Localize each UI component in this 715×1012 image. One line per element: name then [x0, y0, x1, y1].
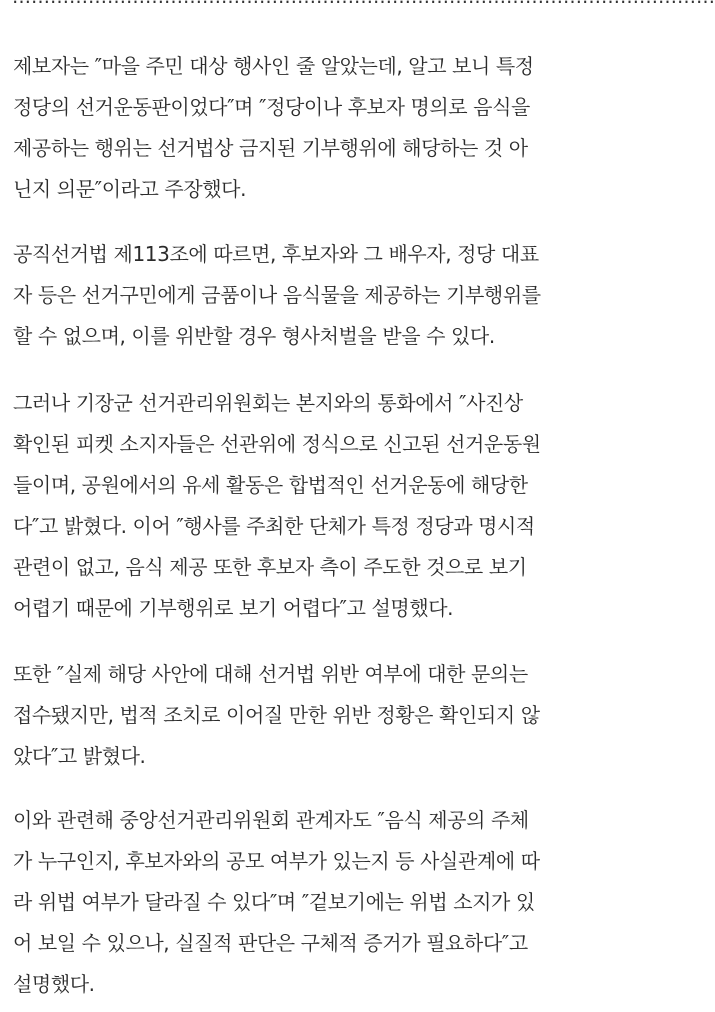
paragraph-election-law	[13, 234, 631, 357]
paragraph-inquiry-received	[13, 654, 631, 777]
text-line: 다″고 밝혔다. 이어 ″행사를 주최한 단체가 특정 정당과 명시적	[13, 514, 535, 538]
text-line: 확인된 피켓 소지자들은 선관위에 정식으로 신고된 선거운동원	[13, 432, 541, 456]
text-line: 라 위법 여부가 달라질 수 있다″며 ″겉보기에는 위법 소지가 있	[13, 890, 535, 914]
paragraph-gijang-commission	[13, 383, 631, 629]
text-line: 닌지 의문″이라고 주장했다.	[13, 177, 247, 201]
text-line: 제보자는 ″마을 주민 대상 행사인 줄 알았는데, 알고 보니 특정	[13, 54, 534, 78]
text-line: 았다″고 밝혔다.	[13, 744, 146, 768]
text-line: 설명했다.	[13, 972, 95, 996]
text-line: 접수됐지만, 법적 조치로 이어질 만한 위반 정황은 확인되지 않	[13, 703, 540, 727]
text-line: 어렵기 때문에 기부행위로 보기 어렵다″고 설명했다.	[13, 596, 454, 620]
cropped-previous-line	[12, 0, 628, 8]
text-line: 이와 관련해 중앙선거관리위원회 관계자도 ″음식 제공의 주체	[13, 808, 529, 832]
text-line: 자 등은 선거구민에게 금품이나 음식물을 제공하는 기부행위를	[13, 283, 541, 307]
text-line: 관련이 없고, 음식 제공 또한 후보자 측이 주도한 것으로 보기	[13, 555, 527, 579]
text-line: 공직선거법 제113조에 따르면, 후보자와 그 배우자, 정당 대표	[13, 242, 539, 266]
paragraph-informant-claim	[13, 46, 631, 210]
text-line: 할 수 없으며, 이를 위반할 경우 형사처벌을 받을 수 있다.	[13, 324, 495, 348]
text-line: 들이며, 공원에서의 유세 활동은 합법적인 선거운동에 해당한	[13, 473, 528, 497]
text-line: 가 누구인지, 후보자와의 공모 여부가 있는지 등 사실관계에 따	[13, 849, 540, 873]
text-line: 어 보일 수 있으나, 실질적 판단은 구체적 증거가 필요하다″고	[13, 931, 528, 955]
text-line: 그러나 기장군 선거관리위원회는 본지와의 통화에서 ″사진상	[13, 391, 523, 415]
text-line: 정당의 선거운동판이었다″며 ″정당이나 후보자 명의로 음식을	[13, 95, 530, 119]
paragraph-national-commission	[13, 800, 631, 1005]
text-line: 제공하는 행위는 선거법상 금지된 기부행위에 해당하는 것 아	[13, 136, 528, 160]
text-line: 또한 ″실제 해당 사안에 대해 선거법 위반 여부에 대한 문의는	[13, 662, 528, 686]
